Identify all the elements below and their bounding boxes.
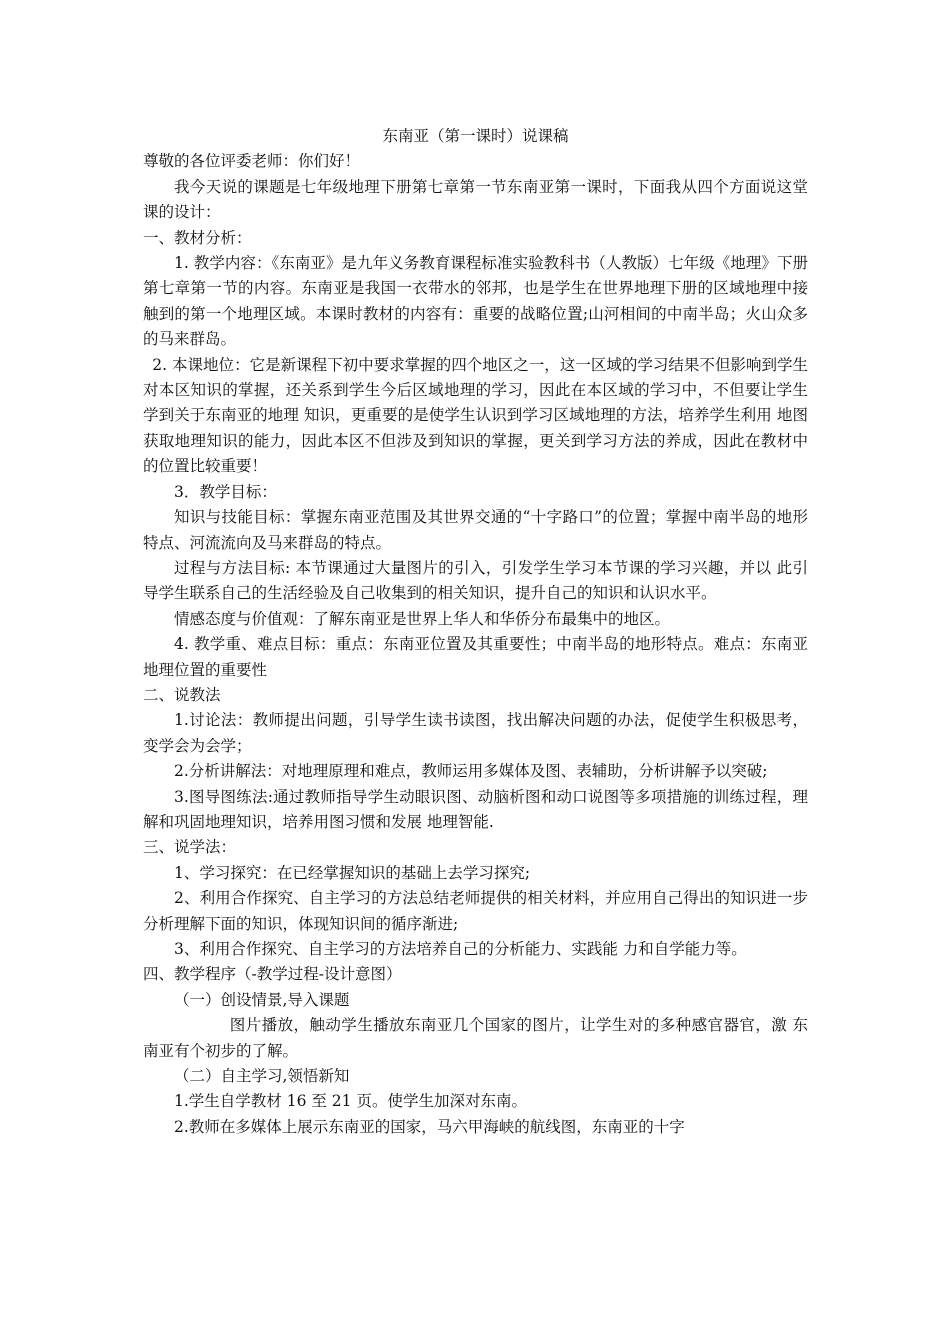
paragraph: 1、学习探究：在已经掌握知识的基础上去学习探究; xyxy=(174,863,531,882)
paragraph: 知识与技能目标：掌握东南亚范围及其世界交通的“十字路口”的位置；掌握中南半岛的地形特点、河流流向及马来群岛的特点。 xyxy=(143,508,808,552)
section-heading: 尊敬的各位评委老师：你们好！ xyxy=(143,152,361,171)
paragraph: 图片播放，触动学生播放东南亚几个国家的图片，让学生对的多种感官器官，激 东南亚有个初步的了解。 xyxy=(143,1016,808,1060)
paragraph-list xyxy=(143,149,808,1140)
paragraph: 情感态度与价值观：了解东南亚是世界上华人和华侨分布最集中的地区。 xyxy=(174,609,671,628)
paragraph: 3．教学目标： xyxy=(174,482,277,501)
paragraph: 3、利用合作探究、自主学习的方法培养自己的分析能力、实践能 力和自学能力等。 xyxy=(174,940,747,958)
document-title: 东南亚（第一课时）说课稿 xyxy=(382,127,569,145)
section-heading: 一、教材分析： xyxy=(143,228,252,247)
paragraph: 1. 教学内容：《东南亚》是九年义务教育课程标准实验教科书（人教版）七年级《地理》下册第七章第一节的内容。东南亚是我国一衣带水的邻邦，也是学生在世界地理下册的区域地理中接触到的第一个地理区域。本课时教材的内容有：重要的战略位置;山河相间的中南半岛；火山众多的马来群岛。 xyxy=(143,254,808,349)
paragraph: （二）自主学习,领悟新知 xyxy=(174,1067,350,1086)
paragraph: 2、利用合作探究、自主学习的方法总结老师提供的相关材料，并应用自己得出的知识进一步分析理解下面的知识，体现知识间的循序渐进; xyxy=(143,889,808,933)
paragraph: 2. 本课地位：它是新课程下初中要求掌握的四个地区之一，这一区域的学习结果不但影响到学生对本区知识的掌握，还关系到学生今后区域地理的学习，因此在本区域的学习中，不但要让学生学到关于东南亚的地理 知识，更重要的是使学生认识到学习区域地理的方法，培养学生利用 地图获取地理知识的能力，因此本区不但涉及到知识的掌握，更关到学习方法的养成，因此在教材中的位置比较重要！ xyxy=(143,355,808,476)
paragraph: 3.图导图练法:通过教师指导学生动眼识图、动脑析图和动口说图等多项措施的训练过程，理解和巩固地理知识，培养用图习惯和发展 地理智能. xyxy=(143,787,808,831)
paragraph: 2.分析讲解法：对地理原理和难点，教师运用多媒体及图、表辅助，分析讲解予以突破; xyxy=(174,762,768,781)
paragraph: 4. 教学重、难点目标：重点：东南亚位置及其重要性；中南半岛的地形特点。难点：东南亚地理位置的重要性 xyxy=(143,635,808,679)
section-heading: 四、教学程序（-教学过程-设计意图） xyxy=(143,965,402,984)
section-heading: 二、说教法 xyxy=(143,685,221,704)
paragraph: 1.讨论法：教师提出问题，引导学生读书读图，找出解决问题的办法，促使学生积极思考，变学会为会学； xyxy=(143,711,808,755)
paragraph: 过程与方法目标: 本节课通过大量图片的引入，引发学生学习本节课的学习兴趣，并以 此引导学生联系自己的生活经验及自己收集到的相关知识，提升自己的知识和认识水平。 xyxy=(143,558,808,603)
paragraph: 1.学生自学教材 16 至 21 页。使学生加深对东南。 xyxy=(174,1092,527,1111)
section-heading: 三、说学法： xyxy=(143,838,237,857)
paragraph: 2.教师在多媒体上展示东南亚的国家，马六甲海峡的航线图，东南亚的十字 xyxy=(174,1117,685,1136)
paragraph: 我今天说的课题是七年级地理下册第七章第一节东南亚第一课时，下面我从四个方面说这堂课的设计： xyxy=(143,177,808,222)
document-body xyxy=(143,124,808,1140)
paragraph: （一）创设情景,导入课题 xyxy=(174,990,350,1009)
